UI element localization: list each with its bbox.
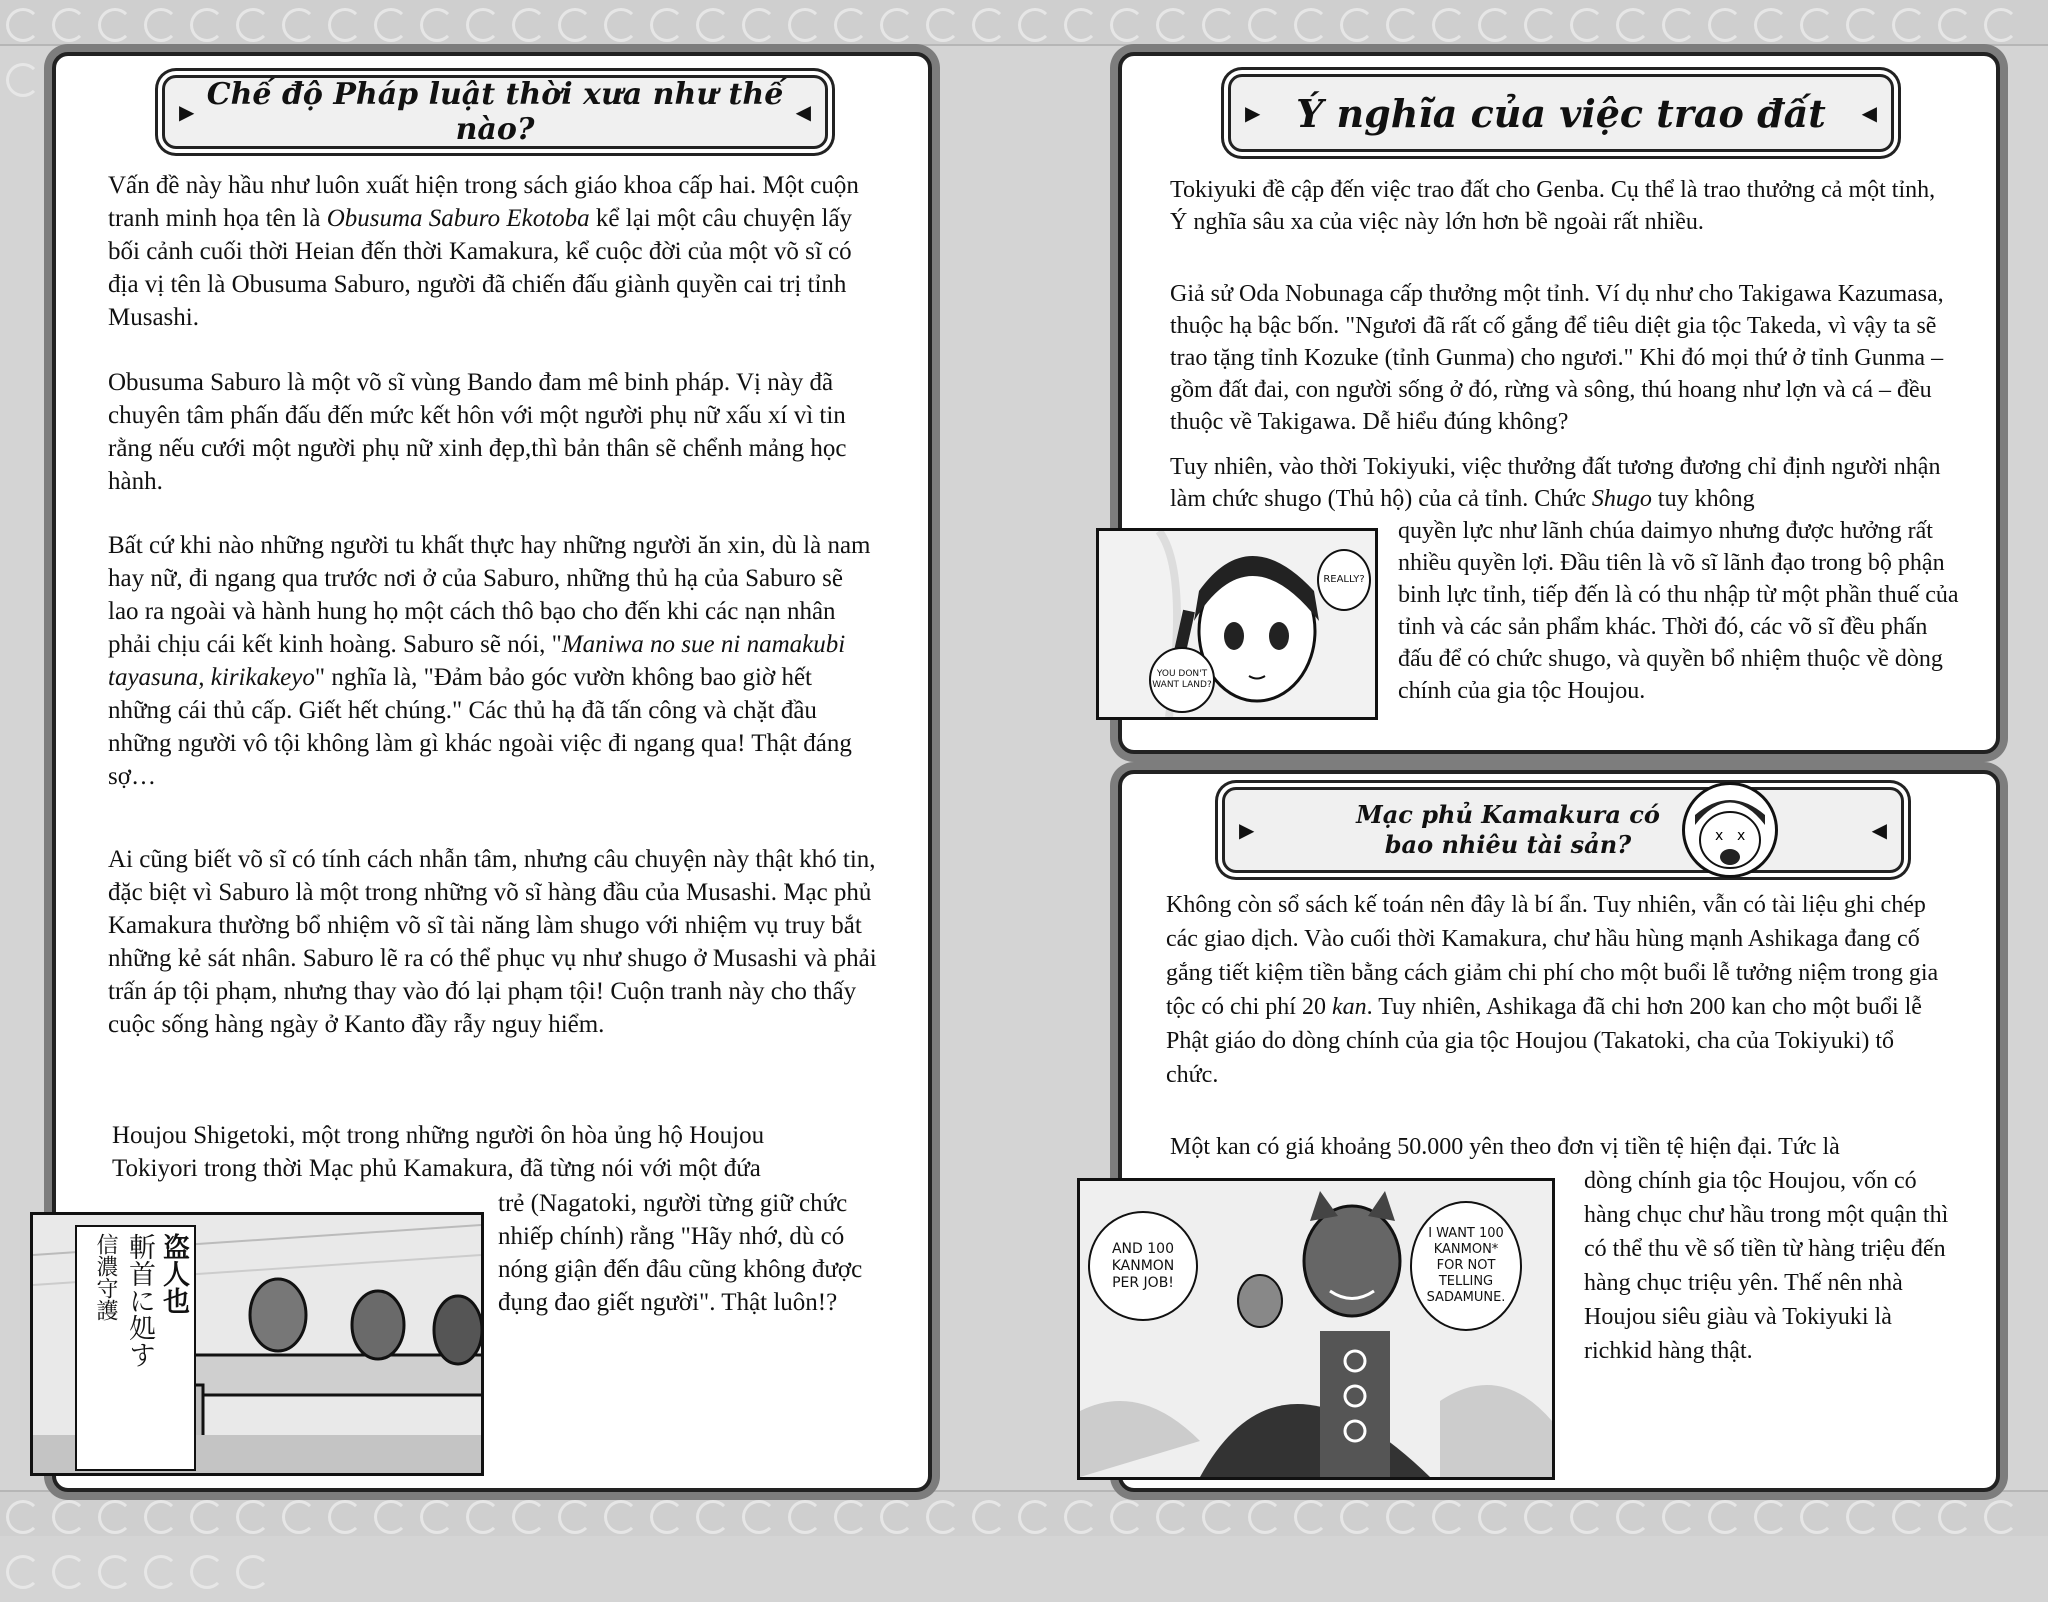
sign-board (75, 1225, 196, 1471)
left-paragraph-2: Obusuma Saburo là một võ sĩ vùng Bando đam mê binh pháp. Vị này đã chuyên tâm phấn đấu đến mức kết hôn với một người phụ nữ xấu xí vì tin rằng nếu cưới một người phụ nữ xinh đẹp,thì bản thân sẽ chểnh mảng học hành. (108, 369, 847, 495)
arrow-left-icon: ◀ (1861, 101, 1877, 125)
sign-text-left: 信濃守護 (93, 1233, 118, 1321)
left-p1-text-a: Vấn đề này hầu như luôn xuất hiện trong sách giáo khoa cấp hai. Một cuộn tranh minh họa tên là (108, 172, 859, 232)
right-bottom-paragraph-2-side: dòng chính gia tộc Houjou, vốn có hàng chục chư hầu trong một quận thì có thể thu về số tiền từ hàng triệu đến hàng chục triệu yên. Thế nên nhà Houjou siêu giàu và Tokiyuki là richkid hàng thật. (1584, 1168, 1949, 1364)
svg-text:x: x (1737, 828, 1746, 844)
left-paragraph-5-top: Houjou Shigetoki, một trong những người ôn hòa ủng hộ Houjou Tokiyori trong thời Mạc phủ Kamakura, đã từng nói với một đứa (112, 1122, 765, 1182)
arrow-right-icon: ▶ (1239, 818, 1255, 842)
left-paragraph-3 (108, 529, 878, 793)
sign-text-right: 盗人也 (158, 1233, 189, 1314)
manga-panel-girl (1096, 528, 1378, 720)
left-title-banner (162, 75, 828, 149)
right-bottom-p1-text-b: . Tuy nhiên, Ashikaga đã chi hơn 200 kan cho một buổi lễ Phật giáo do dòng chính của gia tộc Houjou (Takatoki, cha của Tokiyuki) tổ chức. (1166, 994, 1922, 1088)
speech-bubble-per-job: AND 100 KANMON PER JOB! (1088, 1211, 1198, 1321)
speech-bubble-land: YOU DON'T WANT LAND? (1149, 647, 1215, 713)
left-p1-emphasis: Obusuma Saburo Ekotoba (326, 205, 590, 232)
left-p1-text-b: kể lại một câu chuyện lấy bối cảnh cuối thời Heian đến thời Kamakura, kể cuộc đời của một võ sĩ có địa vị tên là Obusuma Saburo, người đã chiến đấu giành quyền cai trị tỉnh Musashi. (108, 205, 853, 331)
right-top-paragraph-1: Tokiyuki đề cập đến việc trao đất cho Genba. Cụ thể là trao thưởng cả một tỉnh, Ý nghĩa sâu xa của việc này lớn hơn bề ngoài rất nhiều. (1170, 177, 1936, 235)
manga-panel-severed-heads (30, 1212, 484, 1476)
left-p3-text-a: Bất cứ khi nào những người tu khất thực hay những người ăn xin, dù là nam hay nữ, đi ngang qua trước nơi ở của Saburo, những thủ hạ của Saburo sẽ lao ra ngoài và hành hung họ một cách thô bạo cho đến khi các nạn nhân phải chịu cái kết kinh hoàng. Saburo sẽ nói, " (108, 532, 871, 658)
arrow-right-icon: ▶ (1245, 101, 1261, 125)
right-bottom-title: Mạc phủ Kamakura có bao nhiêu tài sản? (1356, 800, 1660, 859)
decorative-bottom-border (0, 1490, 2048, 1536)
chibi-character-icon (1682, 782, 1778, 878)
left-paragraph-1 (108, 169, 878, 334)
left-p3-text-b: " nghĩa là, "Đảm bảo góc vườn không bao giờ hết những cái thủ cấp. Giết hết chúng." Các thủ hạ đã tấn công và chặt đầu những người vô tội không làm gì khác ngoài việc đi ngang qua! Thật đáng sợ… (108, 664, 852, 790)
right-top-p3-text-b: tuy không (1651, 486, 1755, 512)
right-top-title-banner (1228, 74, 1894, 152)
right-top-paragraph-3 (1170, 451, 1950, 515)
right-top-paragraph-3-side: quyền lực như lãnh chúa daimyo nhưng được hưởng rất nhiều quyền lợi. Đầu tiên là võ sĩ lãnh đạo trong bộ phận binh lực tỉnh, tiếp đến là có thu nhập từ một phần thuế của tỉnh và các sản phẩm khác. Thời đó, các võ sĩ đều phấn đấu để có chức shugo, và quyền bổ nhiệm thuộc về dòng chính của gia tộc Houjou. (1398, 518, 1959, 704)
right-top-paragraph-2: Giả sử Oda Nobunaga cấp thưởng một tỉnh. Ví dụ như cho Takigawa Kazumasa, thuộc hạ bậc bốn. "Ngươi đã rất cố gắng để tiêu diệt gia tộc Takeda, vì vậy ta sẽ trao tặng tỉnh Kozuke (tỉnh Gunma) cho ngươi." Khi đó mọi thứ ở tỉnh Gunma – gồm đất đai, con người sống ở đó, rừng và sông, thú hoang như lợn và cá – đều thuộc về Takigawa. Dễ hiểu đúng không? (1170, 281, 1944, 435)
right-bottom-title-banner (1222, 787, 1904, 873)
speech-bubble-really: REALLY? (1317, 549, 1371, 611)
right-top-title: Ý nghĩa của việc trao đất (1296, 90, 1826, 136)
right-top-p3-text-a: Tuy nhiên, vào thời Tokiyuki, việc thưởng đất tương đương chỉ định người nhận làm chức shugo (Thủ hộ) của cả tỉnh. Chức (1170, 454, 1941, 512)
speech-bubble-sadamune: I WANT 100 KANMON* FOR NOT TELLING SADAMUNE. (1410, 1201, 1522, 1331)
arrow-left-icon: ◀ (1871, 818, 1887, 842)
right-bottom-paragraph-1 (1166, 888, 1950, 1092)
right-bottom-p1-text-a: Không còn sổ sách kế toán nên đây là bí ẩn. Tuy nhiên, vẫn có tài liệu ghi chép các giao dịch. Vào cuối thời Kamakura, chư hầu hùng mạnh Ashikaga đang cố gắng tiết kiệm tiền bằng cách giảm chi phí cho một buổi lễ tưởng niệm trong gia tộc có chi phí 20 (1166, 892, 1939, 1020)
arrow-right-icon: ▶ (179, 100, 195, 124)
svg-text:x: x (1715, 828, 1724, 844)
sign-text-middle: 斬首に処す (124, 1233, 155, 1368)
right-top-p3-emphasis: Shugo (1591, 486, 1652, 512)
arrow-left-icon: ◀ (795, 100, 811, 124)
decorative-top-border (0, 0, 2048, 46)
manga-panel-fox-mask (1077, 1178, 1555, 1480)
right-bottom-paragraph-2-top: Một kan có giá khoảng 50.000 yên theo đơn vị tiền tệ hiện đại. Tức là (1170, 1134, 1840, 1160)
left-paragraph-4: Ai cũng biết võ sĩ có tính cách nhẫn tâm, nhưng câu chuyện này thật khó tin, đặc biệt vì Saburo là một trong những võ sĩ hàng đầu của Musashi. Mạc phủ Kamakura thường bổ nhiệm võ sĩ tài năng làm shugo với nhiệm vụ truy bắt những kẻ sát nhân. Saburo lẽ ra có thể phục vụ như shugo ở Musashi và phải trấn áp tội phạm, nhưng thay vào đó lại phạm tội! Cuộn tranh này cho thấy cuộc sống hàng ngày ở Kanto đầy rẫy nguy hiểm. (108, 846, 877, 1038)
left-title: Chế độ Pháp luật thời xưa như thế nào? (206, 77, 784, 147)
left-paragraph-5-side: trẻ (Nagatoki, người từng giữ chức nhiếp chính) rằng "Hãy nhớ, dù có nóng giận đến đâu cũng không được đụng đao giết người". Thật luôn!? (498, 1190, 863, 1316)
right-bottom-p1-emphasis: kan (1331, 994, 1367, 1020)
left-p3-emphasis: Maniwa no sue ni namakubi tayasuna, kirikakeyo (108, 631, 846, 691)
